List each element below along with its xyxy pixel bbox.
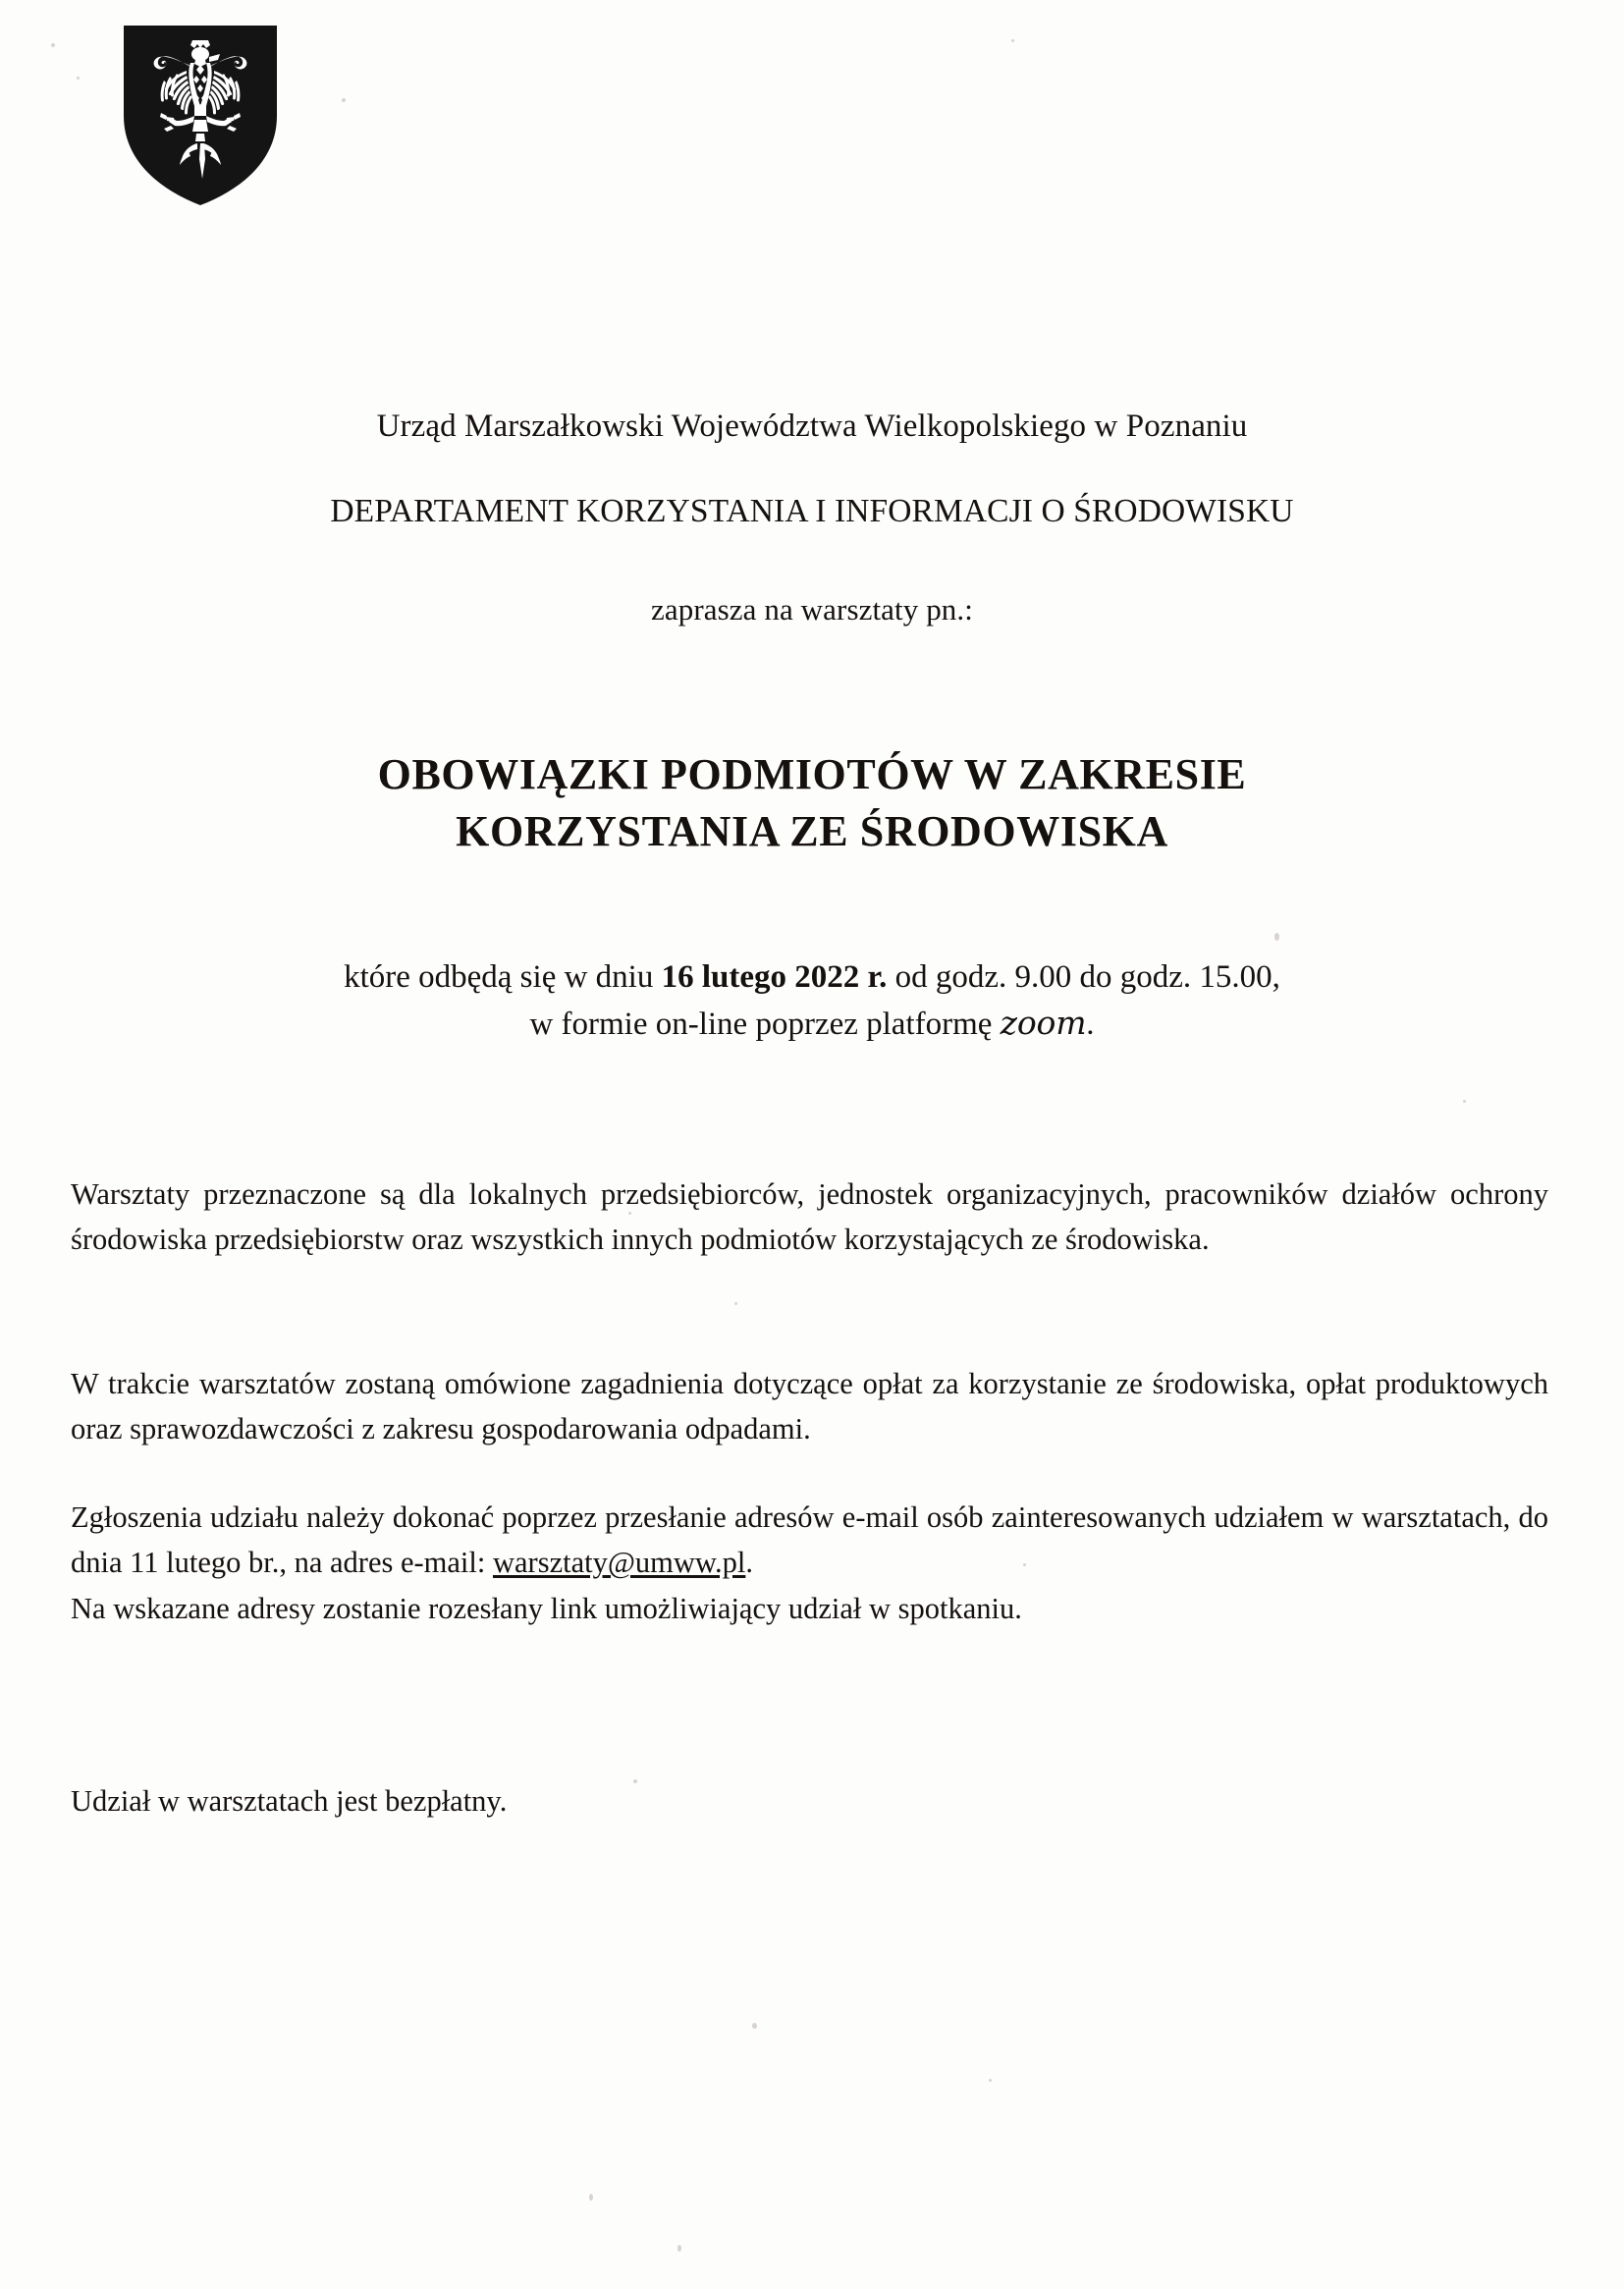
- contact-email[interactable]: warsztaty@umww.pl: [492, 1546, 746, 1580]
- coat-of-arms: [118, 22, 283, 208]
- registration-period: .: [745, 1546, 753, 1580]
- organization-line: Urząd Marszałkowski Województwa Wielkopolskiego w Poznaniu: [376, 409, 1248, 444]
- event-schedule: [0, 954, 1624, 1048]
- scan-speck: [677, 2245, 681, 2252]
- scan-speck: [1463, 1100, 1466, 1103]
- schedule-hours: od godz. 9.00 do godz. 15.00,: [887, 959, 1280, 995]
- scan-speck: [734, 1302, 737, 1305]
- paragraph-audience: Warsztaty przeznaczone są dla lokalnych przedsiębiorców, jednostek organizacyjnych, pracowników działów ochrony środowiska przedsiębiorstw oraz wszystkich innych podmiotów korzystających ze środowiska.: [71, 1176, 1548, 1256]
- scan-speck: [752, 2023, 757, 2029]
- platform-prefix: w formie on-line poprzez platformę: [529, 1006, 1001, 1042]
- department-line: DEPARTAMENT KORZYSTANIA I INFORMACJI O ŚRODOWISKU: [330, 493, 1294, 529]
- scan-speck: [989, 2079, 992, 2082]
- platform-suffix: .: [1086, 1006, 1095, 1042]
- workshop-title: [0, 746, 1624, 859]
- event-date: 16 lutego 2022 r.: [661, 959, 888, 995]
- schedule-date-line: [0, 954, 1624, 1001]
- registration-instructions: Zgłoszenia udziału należy dokonać poprzez przesłanie adresów e-mail osób zainteresowanych udziałem w warsztatach, do dnia 11 lutego br., na adres e-mail:: [71, 1500, 1548, 1580]
- scan-speck: [1274, 933, 1279, 941]
- scan-speck: [51, 43, 55, 47]
- platform-name: zoom: [1000, 1003, 1087, 1042]
- scan-speck: [1011, 39, 1014, 42]
- invitation-line: zaprasza na warsztaty pn.:: [651, 592, 973, 627]
- title-line-1: OBOWIĄZKI PODMIOTÓW W ZAKRESIE: [377, 750, 1247, 798]
- scan-speck: [342, 98, 346, 102]
- title-line-2: KORZYSTANIA ZE ŚRODOWISKA: [456, 806, 1168, 855]
- paragraph-registration: [71, 1495, 1548, 1631]
- registration-text-block: [71, 1495, 1548, 1586]
- scan-speck: [589, 2194, 593, 2201]
- paragraph-topics: W trakcie warsztatów zostaną omówione zagadnienia dotyczące opłat za korzystanie ze środowiska, opłat produktowych oraz sprawozdawczości z zakresu gospodarowania odpadami.: [71, 1366, 1548, 1445]
- registration-link-note: Na wskazane adresy zostanie rozesłany link umożliwiający udział w spotkaniu.: [71, 1591, 1022, 1625]
- scan-speck: [77, 77, 80, 80]
- free-participation-note: Udział w warsztatach jest bezpłatny.: [71, 1783, 508, 1818]
- schedule-prefix: które odbędą się w dniu: [344, 959, 662, 995]
- schedule-platform-line: [0, 1001, 1624, 1048]
